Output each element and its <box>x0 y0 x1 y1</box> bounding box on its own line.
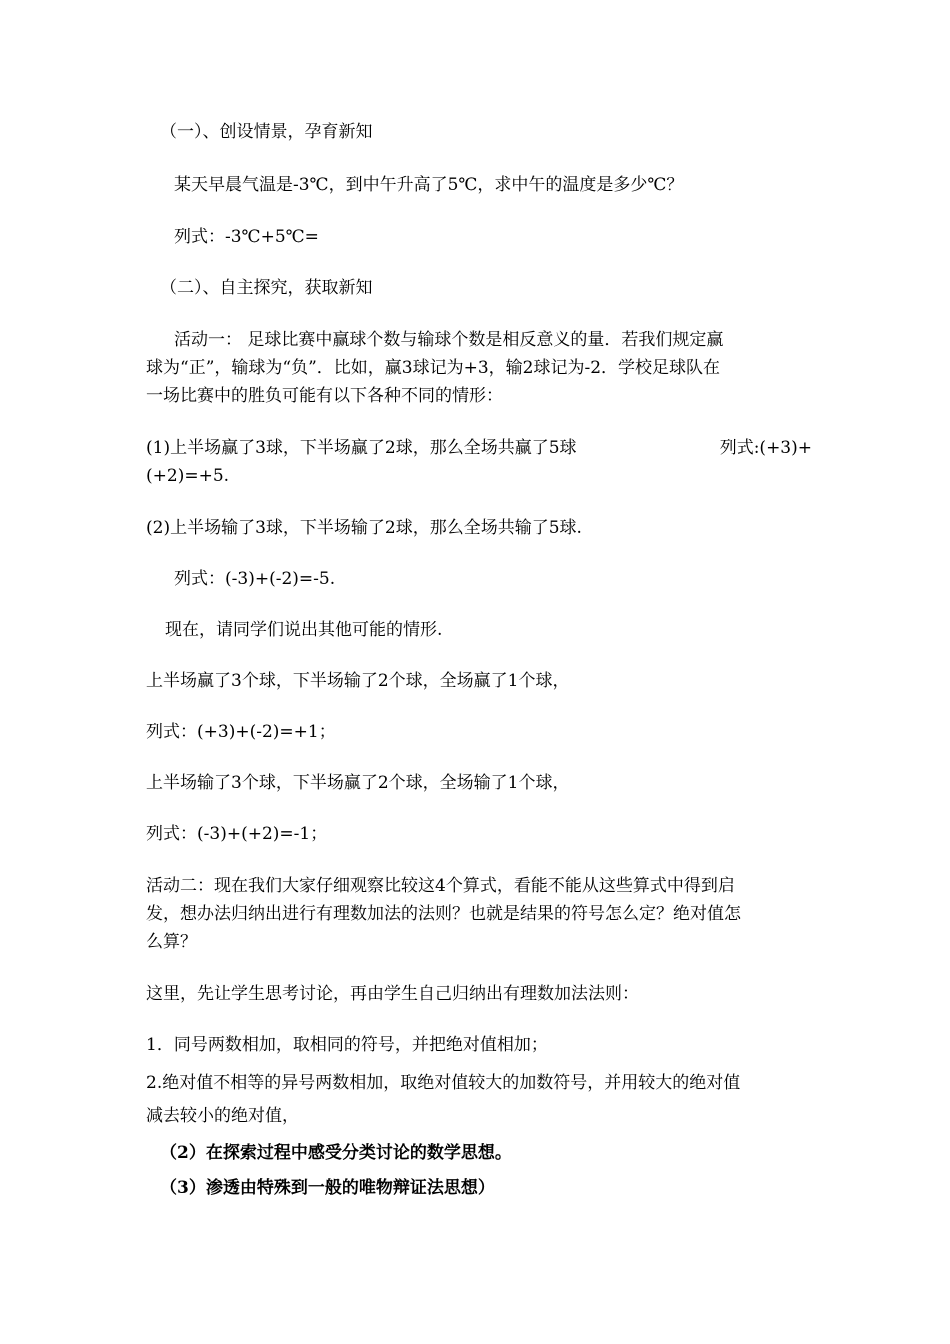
section-heading-1: （一）、创设情景，孕育新知 <box>160 122 373 142</box>
activity2-line3: 么算？ <box>146 932 197 952</box>
activity1-intro-line1: 活动一： 足球比赛中赢球个数与输球个数是相反意义的量．若我们规定赢 <box>174 330 724 350</box>
case2-formula: 列式：(-3)+(-2)=-5. <box>174 569 336 589</box>
case3-formula: 列式：(+3)+(-2)=+1； <box>146 722 336 742</box>
case1-line <box>146 433 812 463</box>
rule-intro: 这里，先让学生思考讨论，再由学生自己归纳出有理数加法法则： <box>146 984 639 1004</box>
rule-1: 1．同号两数相加，取相同的符号，并把绝对值相加； <box>146 1035 548 1055</box>
case1-formula-start: 列式:(+3)+ <box>719 438 812 458</box>
activity1-intro-line3: 一场比赛中的胜负可能有以下各种不同的情形： <box>146 386 503 406</box>
case1-formula-end: (+2)=+5. <box>146 466 230 486</box>
case4-text: 上半场输了3个球，下半场赢了2个球，全场输了1个球， <box>146 773 570 793</box>
goal-3: （3）渗透由特殊到一般的唯物辩证法思想） <box>160 1178 495 1198</box>
case4-formula: 列式：(-3)+(+2)=-1； <box>146 824 328 844</box>
activity2-line2: 发，想办法归纳出进行有理数加法的法则？也就是结果的符号怎么定？绝对值怎 <box>146 904 741 924</box>
activity1-intro-line2: 球为“正”，输球为“负”．比如，赢3球记为+3，输2球记为-2．学校足球队在 <box>146 358 721 378</box>
rule-2-line1: 2.绝对值不相等的异号两数相加，取绝对值较大的加数符号，并用较大的绝对值 <box>146 1073 741 1093</box>
case1-text: (1)上半场赢了3球，下半场赢了2球，那么全场共赢了5球 <box>146 438 577 458</box>
rule-2-line2: 减去较小的绝对值， <box>146 1106 299 1126</box>
problem-formula: 列式：-3℃+5℃= <box>174 227 319 247</box>
problem-statement: 某天早晨气温是-3℃，到中午升高了5℃，求中午的温度是多少℃？ <box>174 175 684 195</box>
case3-text: 上半场赢了3个球，下半场输了2个球，全场赢了1个球， <box>146 671 570 691</box>
discussion-prompt: 现在，请同学们说出其他可能的情形. <box>165 620 443 640</box>
section-heading-2: （二）、自主探究，获取新知 <box>160 278 373 298</box>
activity2-line1: 活动二：现在我们大家仔细观察比较这4个算式，看能不能从这些算式中得到启 <box>146 876 735 896</box>
case2-text: (2)上半场输了3球，下半场输了2球，那么全场共输了5球. <box>146 518 582 538</box>
goal-2: （2）在探索过程中感受分类讨论的数学思想。 <box>160 1143 512 1163</box>
